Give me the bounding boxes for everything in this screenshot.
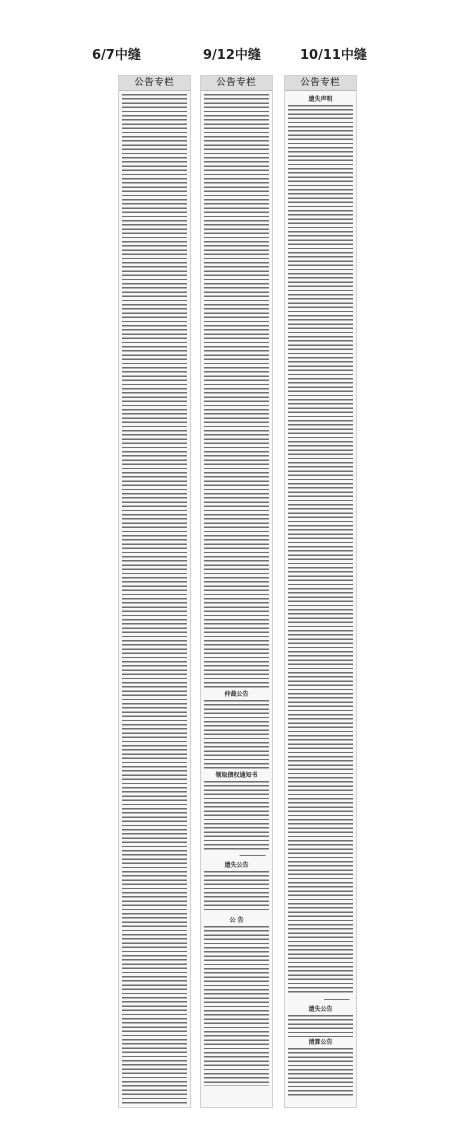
column-body [122,94,187,1105]
notice-title: 清算公告 [288,1037,353,1048]
heading-left: 6/7中缝 [92,48,141,63]
announcement-text [204,700,269,770]
announcement-text [288,1015,353,1037]
notice-title: 领取债权通知书 [204,770,269,781]
announcement-text [288,1048,353,1098]
heading-middle: 9/12中缝 [203,48,261,63]
signature-line [204,851,269,860]
announcement-text [204,871,269,911]
announcement-text [122,94,187,1104]
column-body [288,94,353,1105]
notice-title: 公 告 [204,915,269,926]
notice-title: 仲裁公告 [204,689,269,700]
column-left [118,75,191,1108]
heading-right: 10/11中缝 [300,48,367,63]
column-body [204,94,269,1105]
notice-title: 遗失声明 [288,94,353,105]
announcement-text [288,105,353,995]
notice-title: 遗失公告 [204,860,269,871]
announcement-text [204,94,269,689]
announcement-text [204,926,269,1086]
column-right [284,75,357,1108]
signature-line [288,995,353,1004]
column-title: 公告专栏 [201,76,272,91]
column-title: 公告专栏 [119,76,190,91]
column-middle [200,75,273,1108]
notice-title: 遗失公告 [288,1004,353,1015]
announcement-text [204,781,269,851]
column-title: 公告专栏 [285,76,356,91]
